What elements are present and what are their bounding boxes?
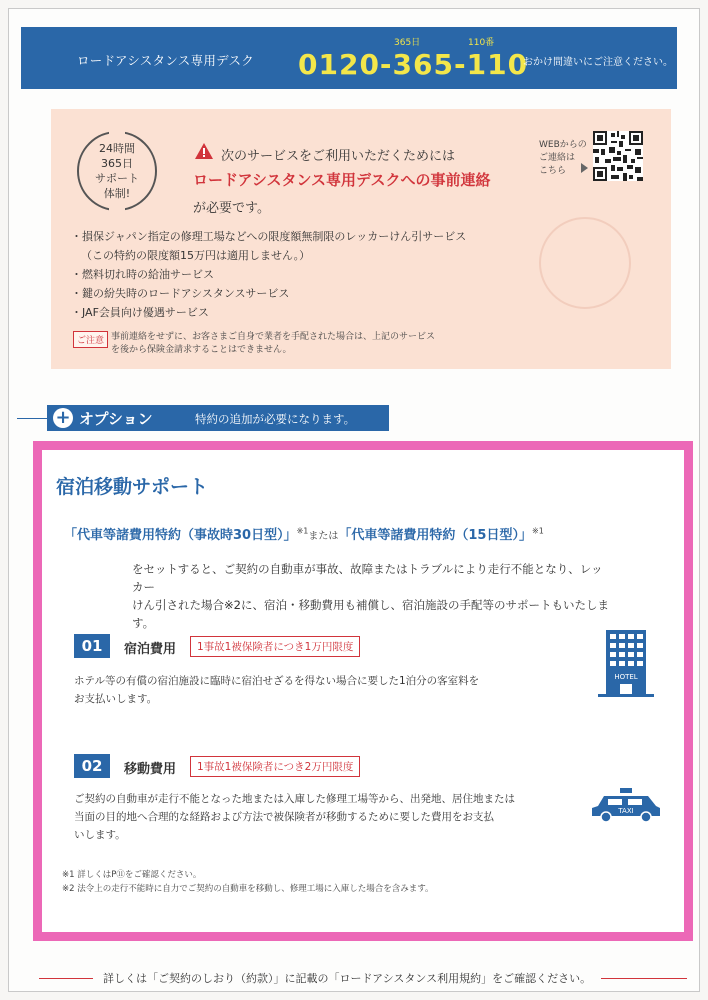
hotel-label: HOTEL	[614, 673, 638, 681]
list-item: ・鍵の紛失時のロードアシスタンスサービス	[71, 287, 290, 300]
qr-code[interactable]	[593, 131, 643, 181]
option-subtitle: 特約の追加が必要になります。	[195, 412, 356, 426]
hotel-icon	[598, 630, 654, 700]
rider-line	[64, 524, 544, 543]
service-list	[71, 227, 511, 322]
notice-line-1: 次のサービスをご利用いただくためには	[221, 149, 456, 164]
taxi-icon	[590, 788, 662, 822]
list-item: ・損保ジャパン指定の修理工場などへの限度額無制限のレッカーけん引サービス	[71, 230, 467, 243]
badge-arrow-gap-top	[109, 129, 125, 135]
taxi-label: TAXI	[618, 807, 634, 815]
item-limit-badge: 1事故1被保険者につき1万円限度	[190, 636, 360, 657]
option-rule	[17, 418, 47, 419]
caution-text: 事前連絡をせずに、お客さまご自身で業者を手配された場合は、上記のサービス を後から保険金請求することはできません。	[111, 332, 436, 355]
plus-icon: +	[53, 408, 73, 428]
item-title: 宿泊費用	[124, 642, 177, 657]
support-badge	[77, 131, 157, 211]
footnote-ref: ※1	[531, 526, 544, 536]
notice-line-3: が必要です。	[193, 201, 270, 216]
footnote-ref: ※1	[296, 526, 309, 536]
section-description: をセットすると、ご契約の自動車が事故、故障またはトラブルにより走行不能となり、レッカー けん引された場合※2に、宿泊・移動費用も補償し、宿泊施設の手配等のサポートもいたします。	[132, 562, 609, 630]
header-bar	[21, 27, 677, 89]
page	[8, 8, 700, 992]
phone-number-link[interactable]: 0120-365-110	[298, 48, 529, 81]
item-description: ご契約の自動車が走行不能となった地または入庫した修理工場等から、出発地、居住地または 当面の目的地へ合理的な経路および方法で被保険者が移動するために要した費用をお支払 いします。	[74, 793, 515, 841]
header-title: ロードアシスタンス専用デスク	[77, 53, 255, 68]
item-title: 移動費用	[124, 762, 177, 777]
web-contact-label: WEBからの ご連絡は こちら	[539, 140, 587, 176]
footnotes: ※1 詳しくはP⑪をご確認ください。 ※2 法令上の走行不能時に自力でご契約の自動車を移動し、修理工場に入庫した場合を含みます。	[62, 870, 434, 894]
warning-icon	[195, 143, 213, 159]
rider-or: または	[308, 531, 339, 542]
list-item: ・JAF会員向け優遇サービス	[71, 306, 209, 319]
list-item: （この特約の限度額15万円は適用しません。）	[81, 249, 311, 262]
option-title: オプション	[79, 410, 153, 428]
list-item: ・燃料切れ時の給油サービス	[71, 268, 214, 281]
arrow-right-icon	[581, 163, 588, 173]
footer-text: 詳しくは「ご契約のしおり（約款）」に記載の「ロードアシスタンス利用規約」をご確認ください。	[93, 970, 601, 986]
rider-name-1: 「代車等諸費用特約（事故時30日型）」	[64, 528, 297, 543]
phone-block	[294, 35, 529, 85]
notice-highlight: ロードアシスタンス専用デスクへの事前連絡	[193, 171, 491, 189]
watermark-circle	[539, 217, 631, 309]
phone-kana-110: 110番	[468, 38, 495, 48]
header-note: おかけ間違いにご注意ください。	[523, 57, 673, 68]
item-number: 01	[74, 634, 110, 658]
phone-kana-365: 365日	[394, 38, 421, 48]
option-bar	[47, 405, 389, 431]
caution-tag: ご注意	[73, 331, 108, 348]
rider-name-2: 「代車等諸費用特約（15日型）」	[338, 528, 532, 543]
section-title: 宿泊移動サポート	[56, 476, 209, 498]
badge-arrow-gap-bottom	[109, 208, 125, 214]
option-frame	[33, 441, 693, 941]
item-description: ホテル等の有償の宿泊施設に臨時に宿泊せざるを得ない場合に要した1泊分の客室料を お支払いします。	[74, 675, 480, 705]
item-number: 02	[74, 754, 110, 778]
support-badge-text: 24時間 365日 サポート 体制!	[95, 142, 139, 200]
item-limit-badge: 1事故1被保険者につき2万円限度	[190, 756, 360, 777]
notice-box	[51, 109, 671, 369]
